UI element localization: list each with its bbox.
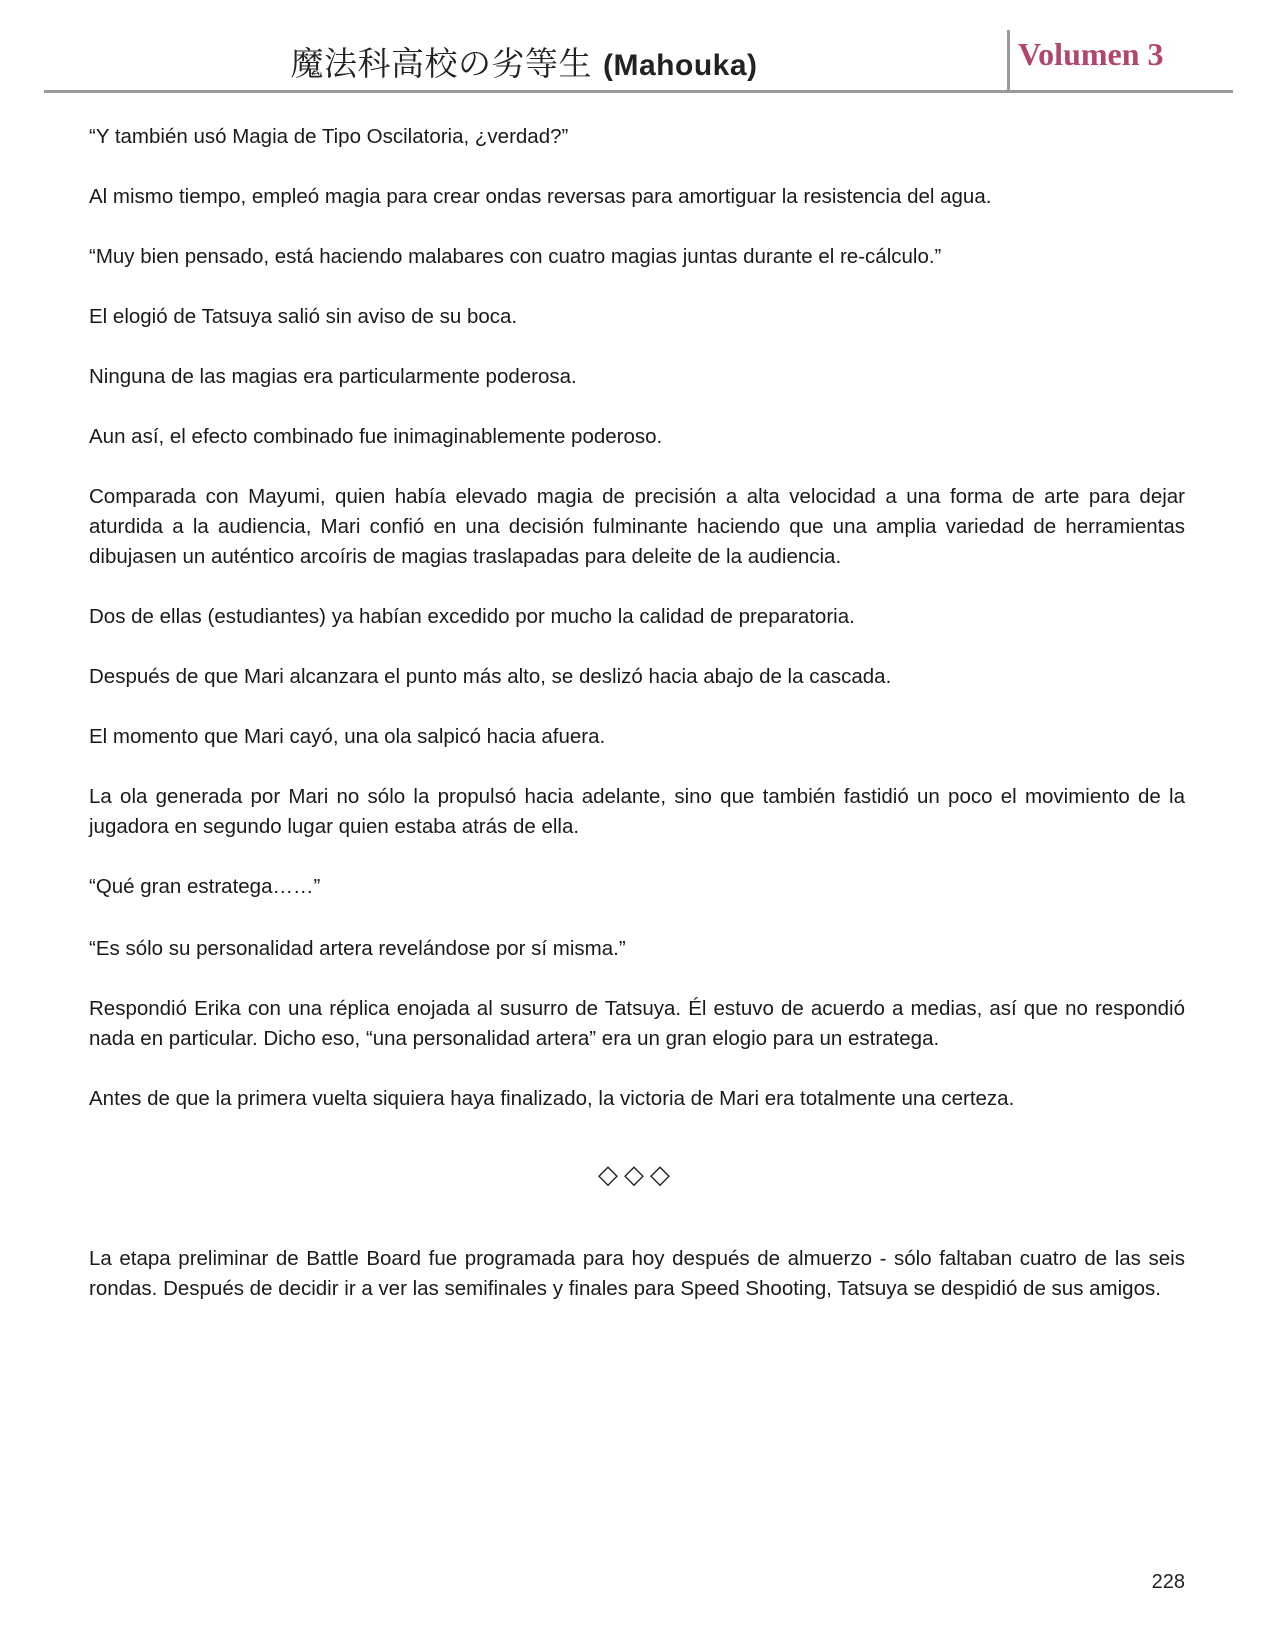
paragraph: “Es sólo su personalidad artera revelándose por sí misma.”	[89, 937, 626, 960]
header-rule	[44, 90, 1233, 93]
paragraph: “Y también usó Magia de Tipo Oscilatoria, ¿verdad?”	[89, 125, 569, 148]
paragraph: Ninguna de las magias era particularmente poderosa.	[89, 365, 577, 388]
paragraph: Comparada con Mayumi, quien había elevado magia de precisión a alta velocidad a una forma de arte para dejar aturdida a la audiencia, Mari confió en una decisión fulminante haciendo que una amplia variedad de herramientas dibujasen un auténtico arcoíris de magias traslapadas para deleite de la audiencia.	[89, 485, 1185, 568]
paragraph: Dos de ellas (estudiantes) ya habían excedido por mucho la calidad de preparatoria.	[89, 605, 855, 628]
paragraph: Respondió Erika con una réplica enojada al susurro de Tatsuya. Él estuvo de acuerdo a medias, así que no respondió nada en particular. Dicho eso, “una personalidad artera” era un gran elogio para un estratega.	[89, 997, 1185, 1050]
paragraph: Después de que Mari alcanzara el punto más alto, se deslizó hacia abajo de la cascada.	[89, 665, 892, 688]
paragraph: “Qué gran estratega……”	[89, 875, 321, 898]
paragraph: Al mismo tiempo, empleó magia para crear ondas reversas para amortiguar la resistencia del agua.	[89, 185, 992, 208]
paragraph: El elogió de Tatsuya salió sin aviso de su boca.	[89, 305, 518, 328]
volume-label: Volumen 3	[1018, 36, 1164, 72]
page-number: 228	[1151, 1571, 1185, 1593]
scene-break-separator: ◇◇◇	[598, 1160, 676, 1190]
book-title-romaji: (Mahouka)	[603, 49, 758, 82]
book-title-japanese: 魔法科高校の劣等生	[290, 44, 592, 83]
header-divider	[1007, 30, 1010, 92]
paragraph: “Muy bien pensado, está haciendo malabares con cuatro magias juntas durante el re-cálculo.”	[89, 245, 942, 268]
paragraph: La ola generada por Mari no sólo la propulsó hacia adelante, sino que también fastidió un poco el movimiento de la jugadora en segundo lugar quien estaba atrás de ella.	[89, 785, 1185, 838]
page-header	[44, 28, 1233, 94]
book-title	[44, 38, 1004, 85]
page-body	[89, 122, 1185, 1334]
paragraph: La etapa preliminar de Battle Board fue programada para hoy después de almuerzo - sólo faltaban cuatro de las seis rondas. Después de decidir ir a ver las semifinales y finales para Speed Shooting, Tatsuya se despidió de sus amigos.	[89, 1247, 1185, 1300]
paragraph: El momento que Mari cayó, una ola salpicó hacia afuera.	[89, 725, 606, 748]
paragraph: Antes de que la primera vuelta siquiera haya finalizado, la victoria de Mari era totalmente una certeza.	[89, 1087, 1015, 1110]
paragraph: Aun así, el efecto combinado fue inimaginablemente poderoso.	[89, 425, 663, 448]
